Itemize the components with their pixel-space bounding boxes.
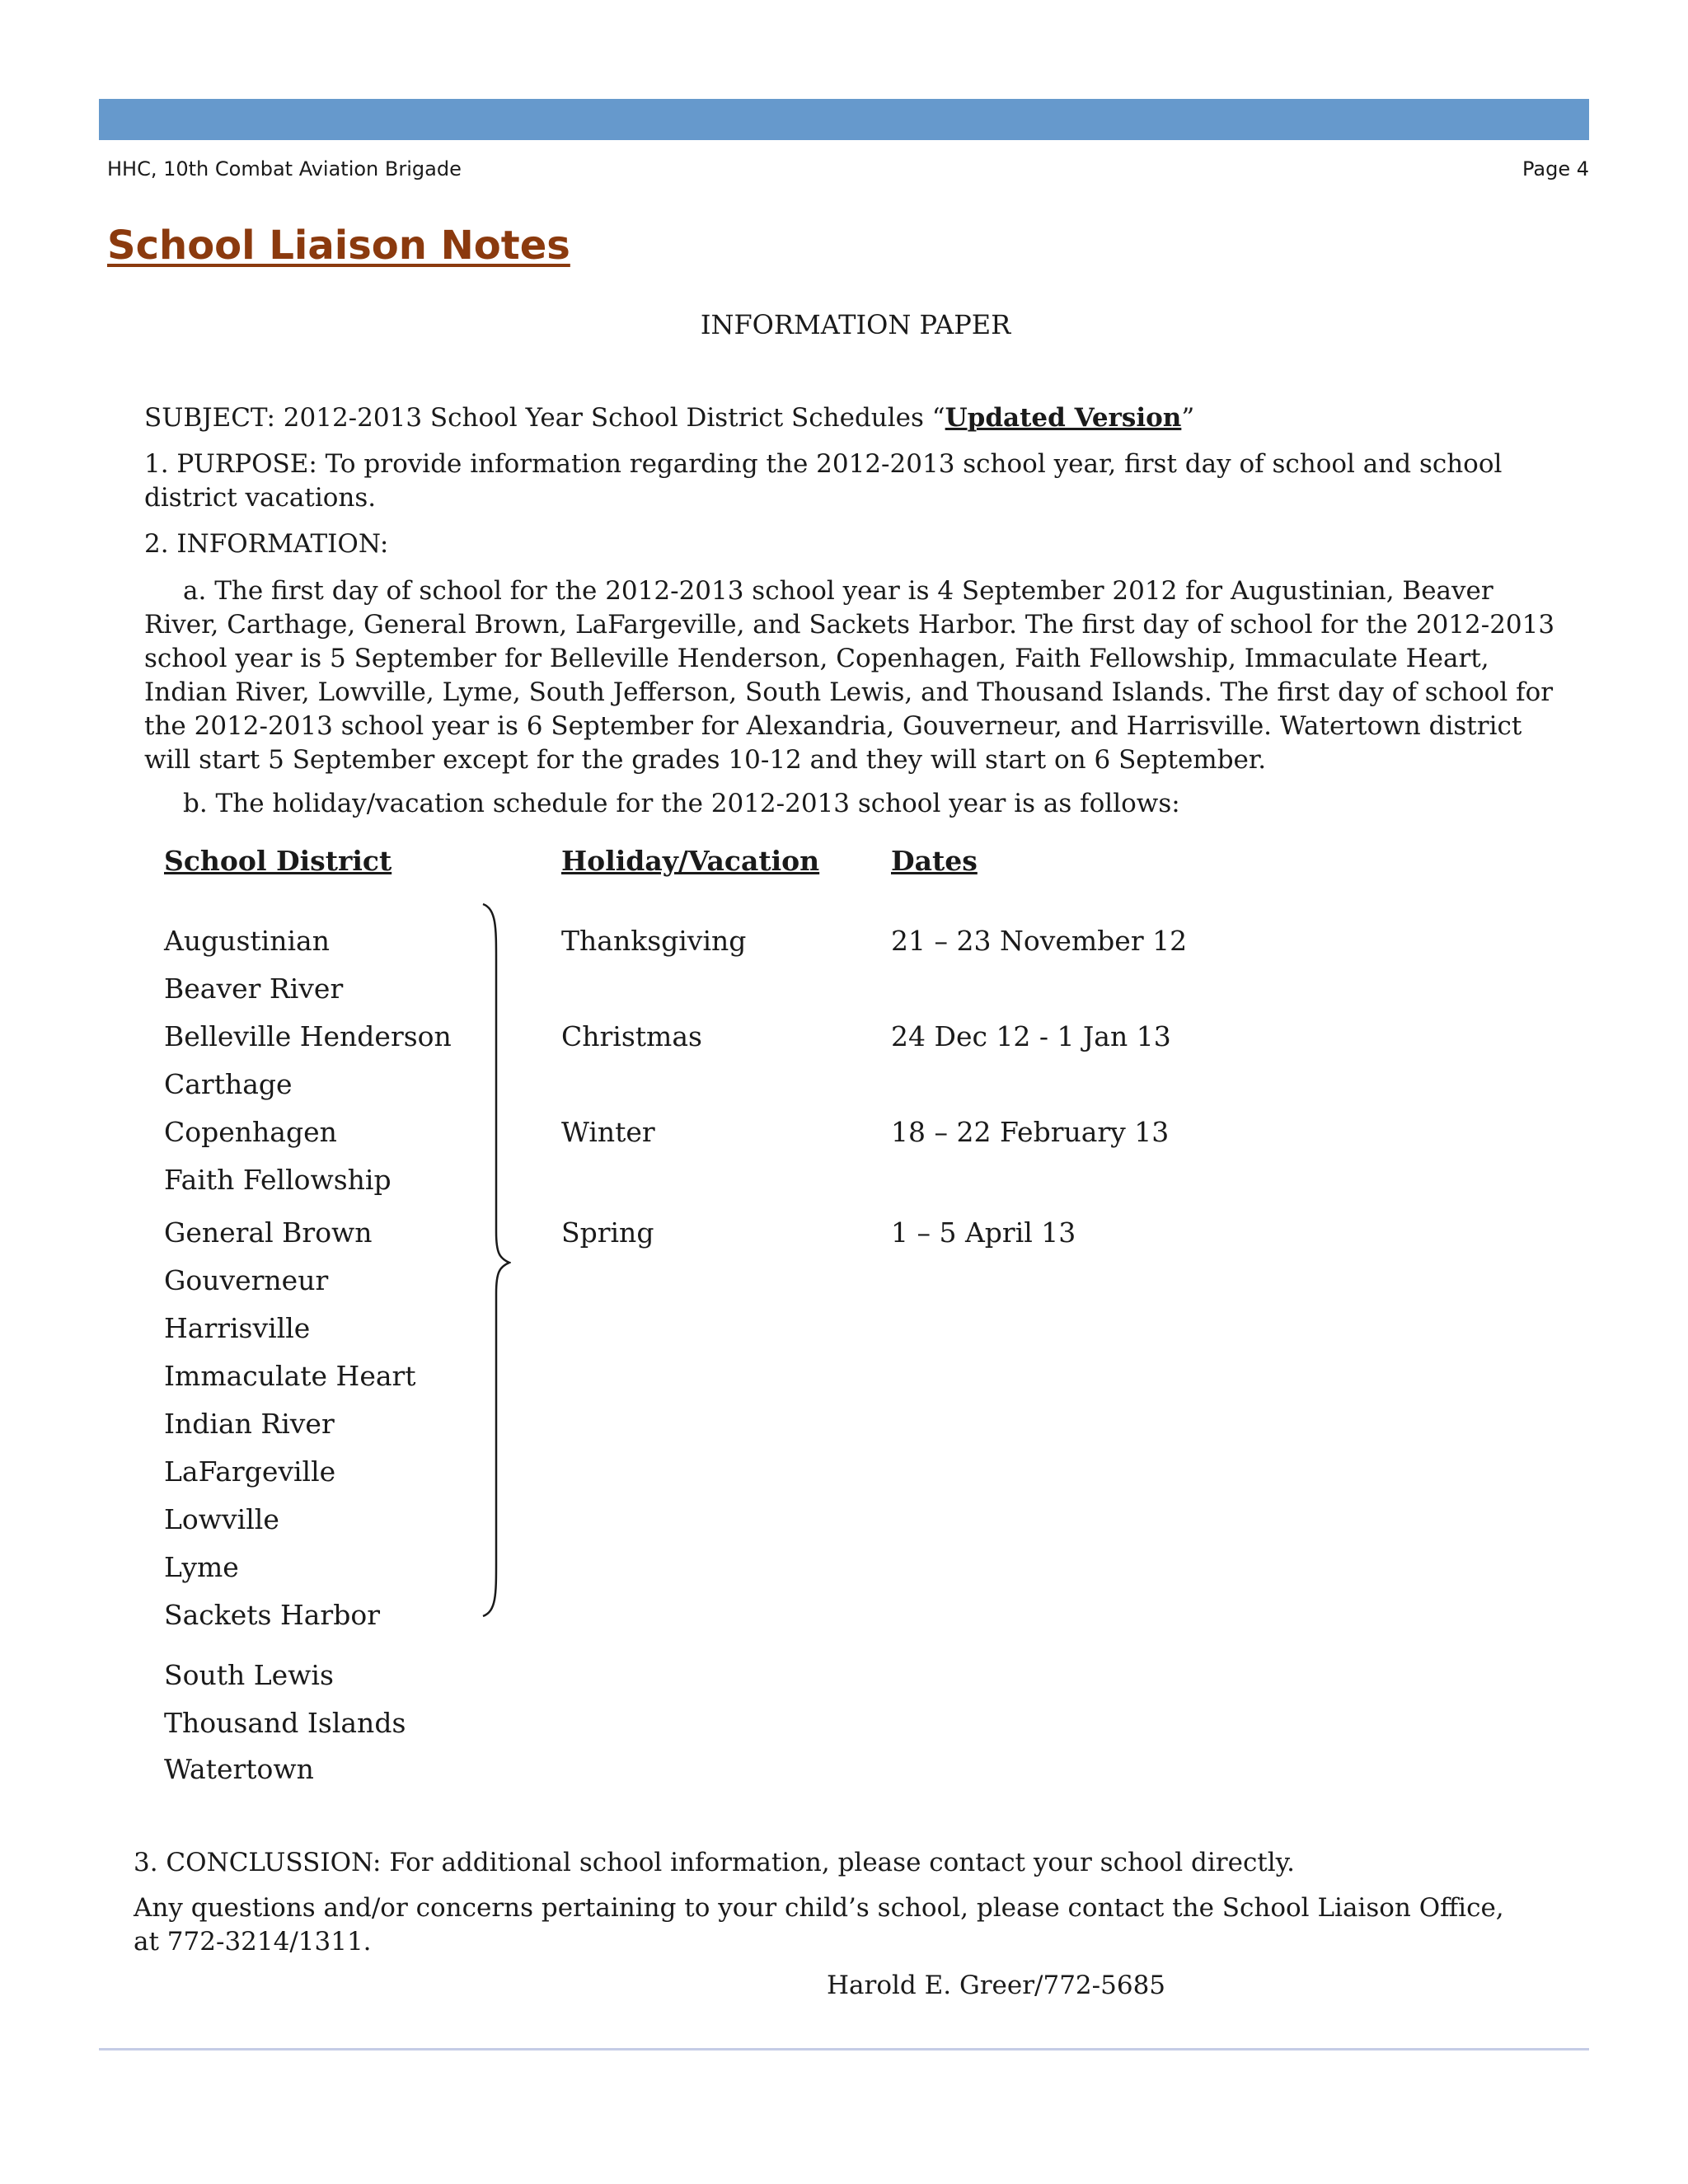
holiday-name: Thanksgiving [561, 925, 747, 957]
header-band [99, 99, 1589, 140]
district-item: Belleville Henderson [164, 1020, 452, 1052]
holiday-dates: 18 – 22 February 13 [891, 1116, 1170, 1148]
holiday-name: Winter [561, 1116, 655, 1148]
district-item: Carthage [164, 1068, 293, 1100]
curly-brace [478, 902, 511, 1619]
holiday-dates: 21 – 23 November 12 [891, 925, 1188, 957]
page-number: Page 4 [1522, 157, 1589, 180]
subject-line [144, 401, 1194, 435]
subject-emphasis: Updated Version [945, 403, 1182, 433]
holiday-dates: 24 Dec 12 - 1 Jan 13 [891, 1020, 1171, 1052]
district-item: Gouverneur [164, 1264, 329, 1296]
district-item: Augustinian [164, 925, 330, 957]
information-heading: 2. INFORMATION: [144, 529, 389, 559]
district-item: Copenhagen [164, 1116, 337, 1148]
contact-paragraph: Any questions and/or concerns pertaining to your child’s school, please contact the School Liaison Office, at 772-3214/1311. [134, 1893, 1504, 1957]
holiday-name: Spring [561, 1216, 654, 1249]
column-header-dates: Dates [891, 845, 978, 877]
holiday-intro-paragraph: b. The holiday/vacation schedule for the 2012-2013 school year is as follows: [183, 789, 1180, 818]
column-header-district: School District [164, 845, 392, 877]
subject-prefix: SUBJECT: 2012-2013 School Year School District Schedules “ [144, 403, 945, 433]
district-item: Harrisville [164, 1312, 311, 1344]
conclusion-paragraph: 3. CONCLUSSION: For additional school information, please contact your school directly. [134, 1848, 1295, 1877]
purpose-paragraph: 1. PURPOSE: To provide information regarding the 2012-2013 school year, first day of school and school district vacations. [144, 449, 1503, 513]
document-title: INFORMATION PAPER [700, 309, 1011, 340]
district-item: LaFargeville [164, 1455, 336, 1488]
footer-rule [99, 2048, 1589, 2050]
district-item: Thousand Islands [164, 1707, 406, 1739]
holiday-dates: 1 – 5 April 13 [891, 1216, 1076, 1249]
district-item: Beaver River [164, 972, 344, 1005]
district-item: South Lewis [164, 1659, 334, 1691]
district-item: Watertown [164, 1753, 314, 1785]
district-item: Sackets Harbor [164, 1599, 380, 1631]
district-item: Lyme [164, 1551, 239, 1583]
header-org: HHC, 10th Combat Aviation Brigade [107, 157, 462, 180]
district-item: Immaculate Heart [164, 1360, 416, 1392]
subject-suffix: ” [1181, 403, 1195, 433]
section-title: School Liaison Notes [107, 223, 570, 269]
district-item: Lowville [164, 1503, 279, 1535]
first-day-paragraph: a. The first day of school for the 2012-2013 school year is 4 September 2012 for Augustinian, Beaver River, Carthage, General Brown, LaFargeville, and Sackets Harbor. The first day of school for the 2012-2013 school year is 5 September for Belleville Henderson, Copenhagen, Faith Fellowship, Immaculate Heart, Indian River, Lowville, Lyme, South Jefferson, South Lewis, and Thousand Islands. The first day of school for the 2012-2013 school year is 6 September for Alexandria, Gouverneur, and Harrisville. Watertown district will start 5 September except for the grades 10-12 and they will start on 6 September. [144, 576, 1555, 775]
signature-line: Harold E. Greer/772-5685 [827, 1971, 1166, 2000]
holiday-name: Christmas [561, 1020, 702, 1052]
district-item: General Brown [164, 1216, 373, 1249]
district-item: Faith Fellowship [164, 1164, 392, 1196]
district-item: Indian River [164, 1408, 335, 1440]
column-header-holiday: Holiday/Vacation [561, 845, 820, 877]
